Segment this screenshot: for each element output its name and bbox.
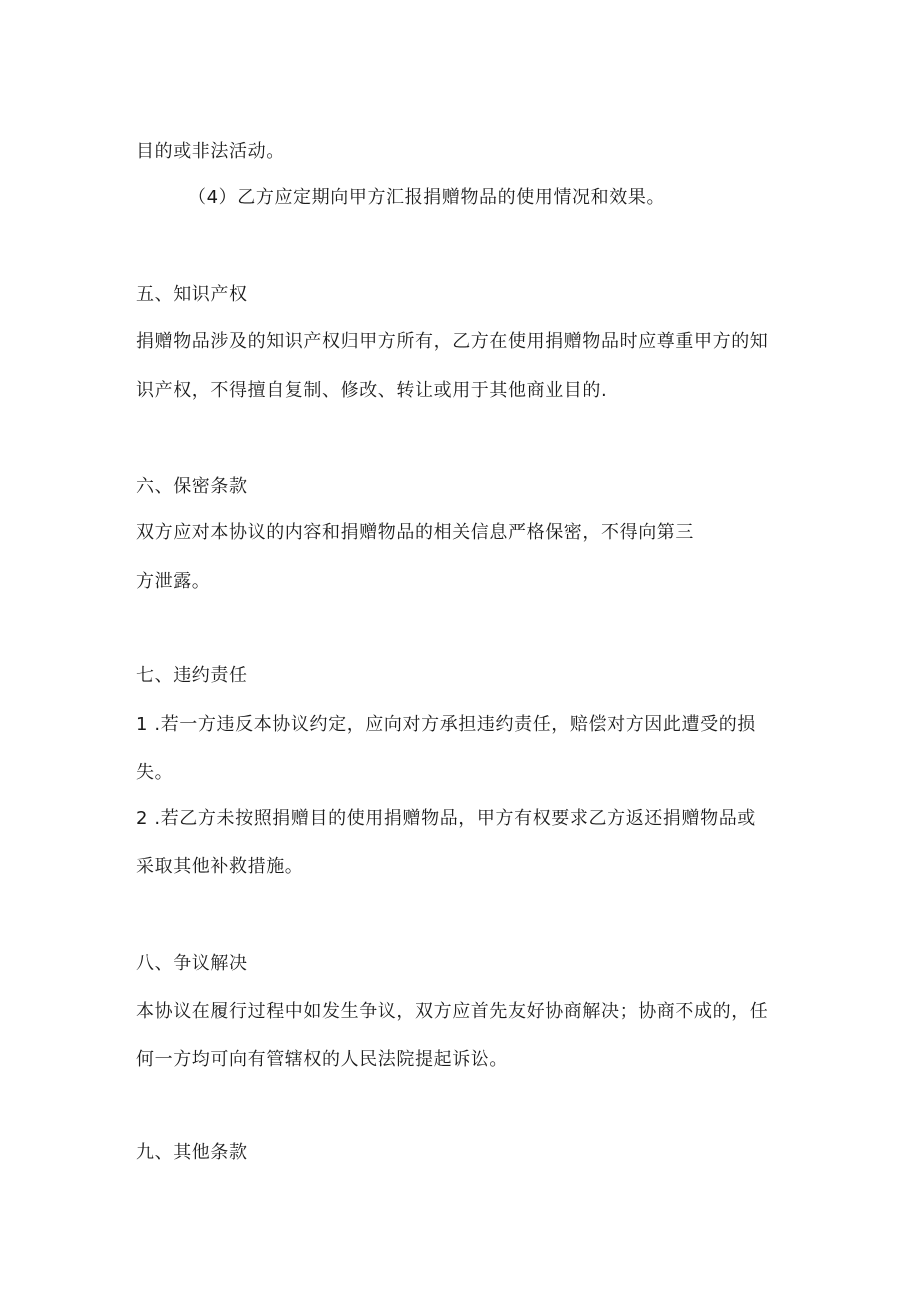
section-heading-6: 六、保密条款 [136,476,248,497]
section-heading-9: 九、其他条款 [136,1142,248,1163]
paragraph-line: 方泄露。 [136,571,211,592]
paragraph-line: 识产权，不得擅自复制、修改、转让或用于其他商业目的. [136,380,608,401]
section-heading-5: 五、知识产权 [136,284,248,305]
list-item-1-continuation: 失。 [136,762,174,783]
section-heading-8: 八、争议解决 [136,953,248,974]
paragraph-line: 捐赠物品涉及的知识产权归甲方所有，乙方在使用捐赠物品时应尊重甲方的知 [136,331,769,352]
list-item-1: 1 .若一方违反本协议约定，应向对方承担违约责任，赔偿对方因此遭受的损 [136,714,756,735]
paragraph-line: 目的或非法活动。 [136,141,285,162]
section-heading-7: 七、违约责任 [136,665,248,686]
paragraph-line: 双方应对本协议的内容和捐赠物品的相关信息严格保密，不得向第三 [136,522,694,543]
paragraph-line: 本协议在履行过程中如发生争议，双方应首先友好协商解决；协商不成的，任 [136,1001,769,1022]
paragraph-line: 何一方均可向有管辖权的人民法院提起诉讼。 [136,1049,508,1070]
list-item-2: 2 .若乙方未按照捐赠目的使用捐赠物品，甲方有权要求乙方返还捐赠物品或 [136,808,756,829]
clause-4-line: （4）乙方应定期向甲方汇报捐赠物品的使用情况和效果。 [188,187,666,208]
list-item-2-continuation: 采取其他补救措施。 [136,856,304,877]
